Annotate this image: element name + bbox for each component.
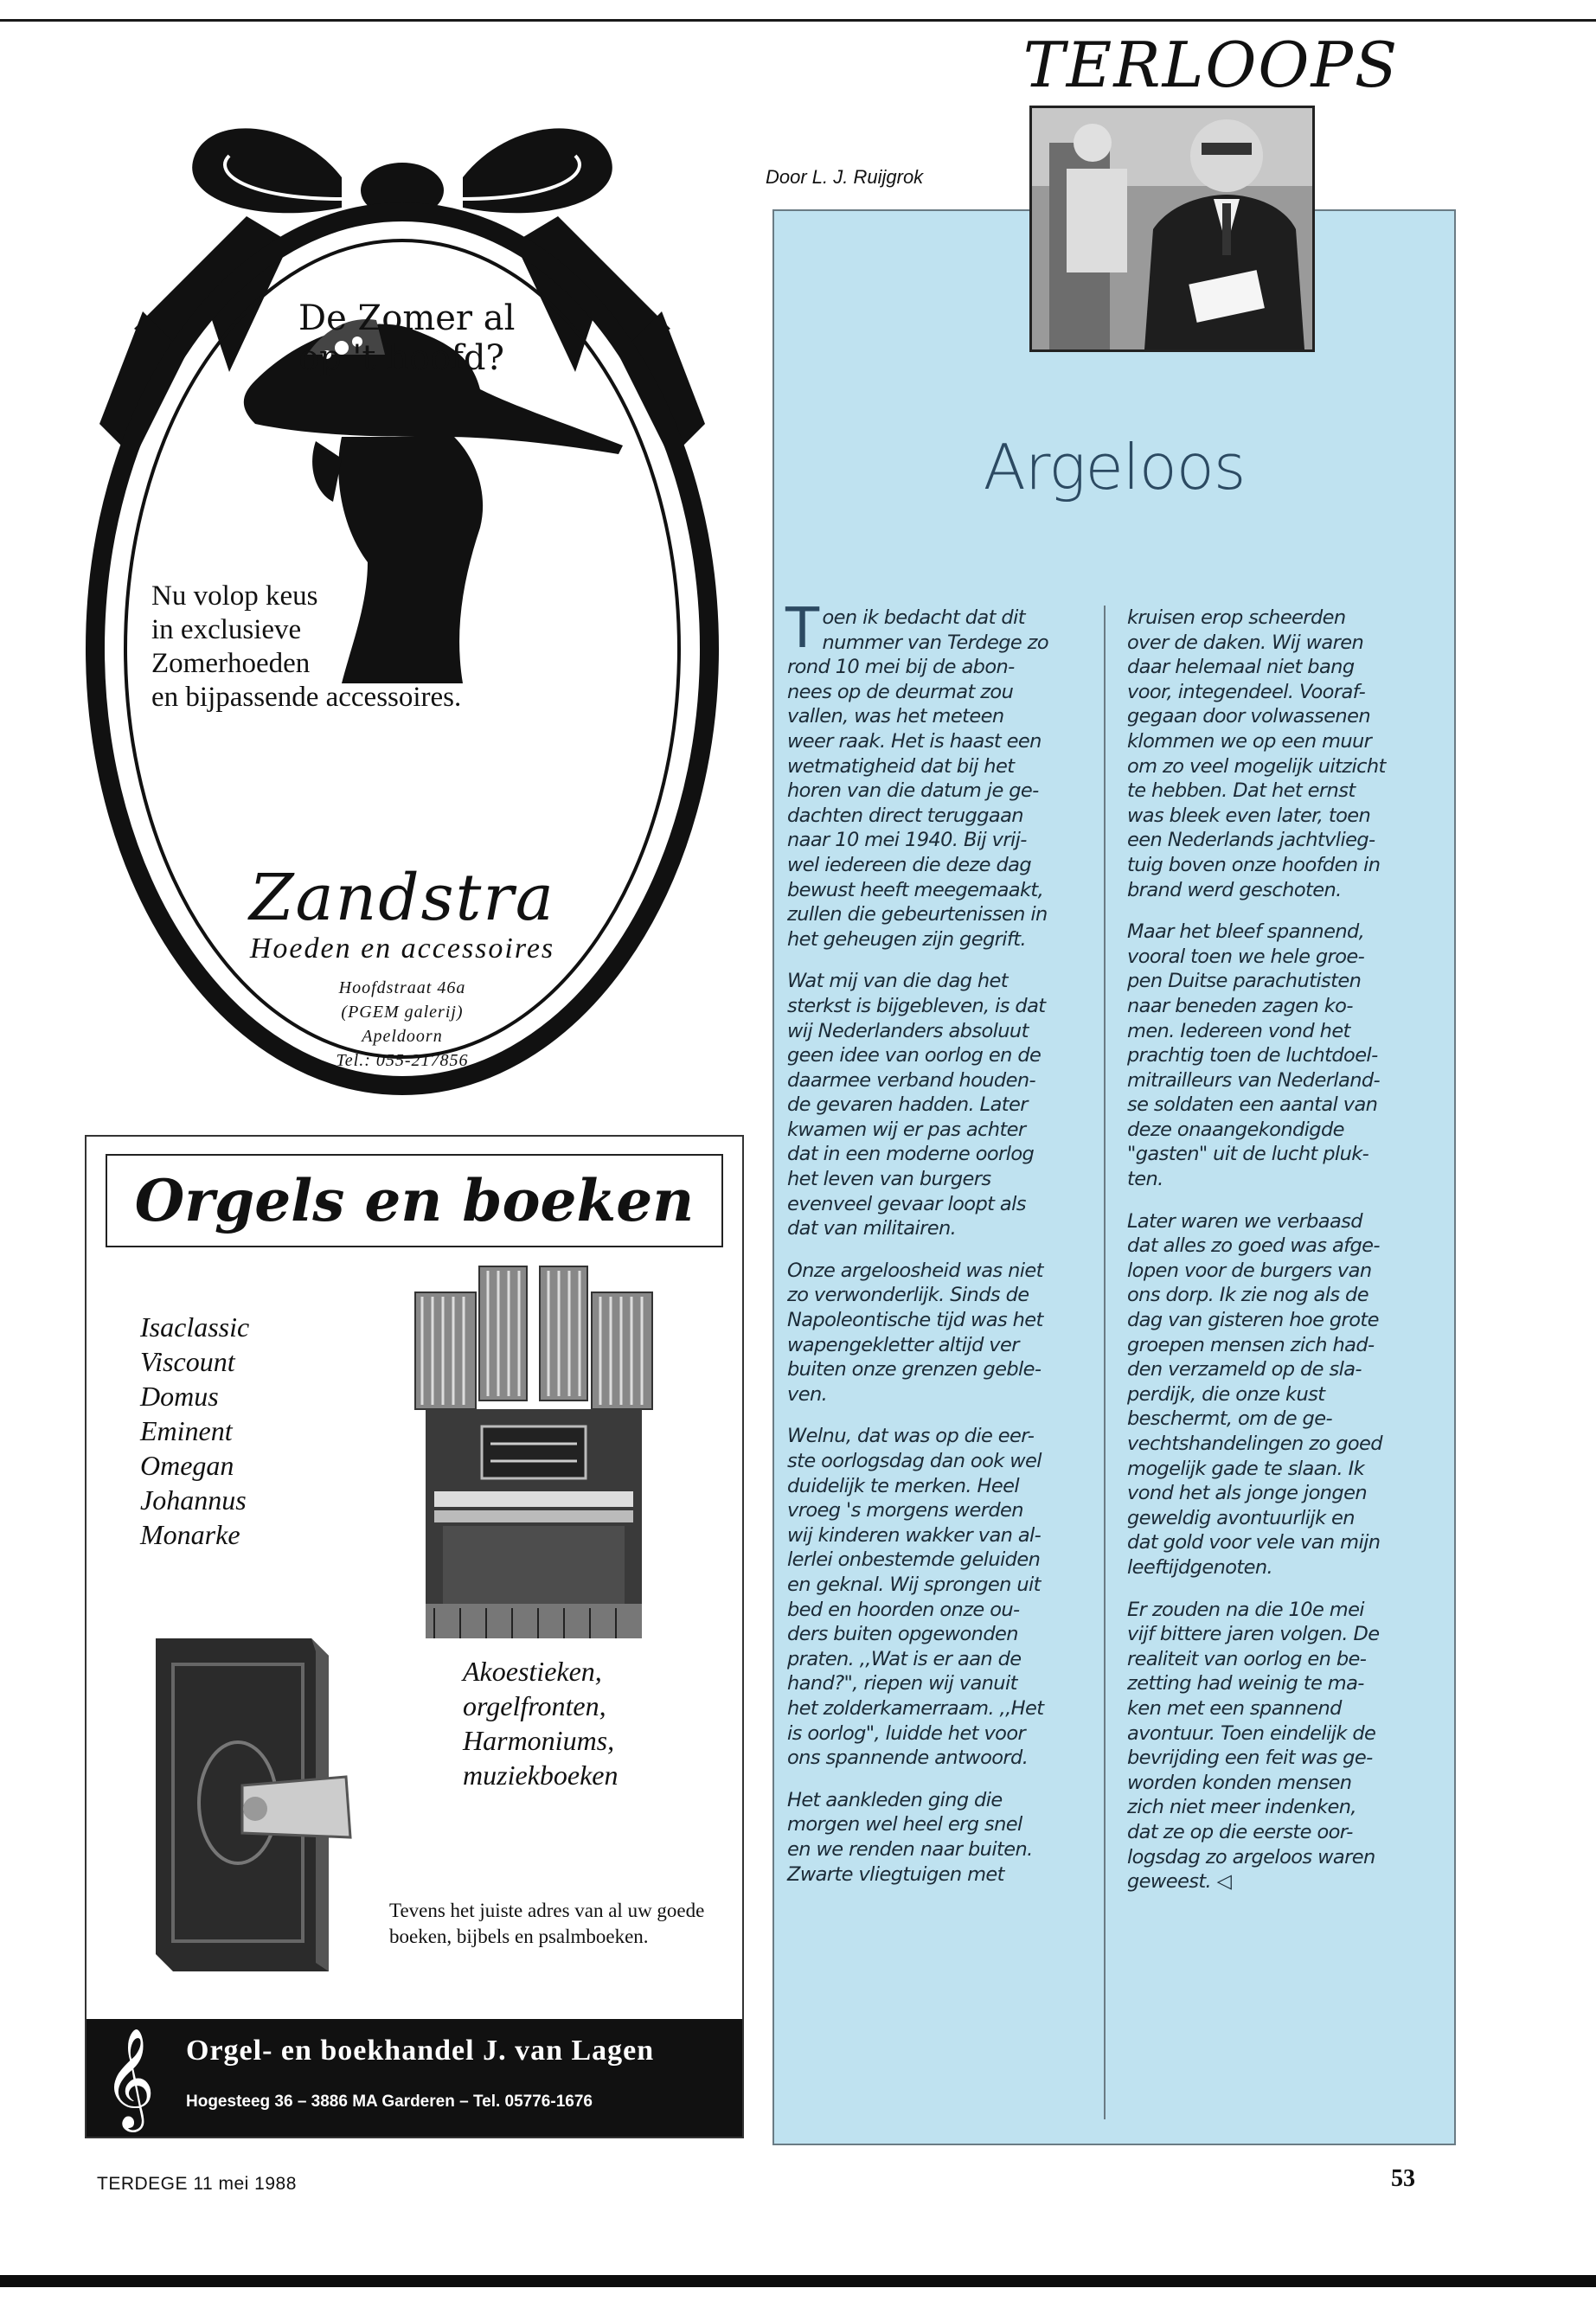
paragraph (1127, 606, 1439, 902)
product-item: muziekboeken (463, 1759, 619, 1791)
text-line: Onze argeloosheid was niet (787, 1259, 1043, 1282)
text-line: worden konden mensen (1127, 1771, 1352, 1794)
text-line: nummer van Terdege zo (822, 631, 1049, 654)
text-line: mogelijk gade te slaan. Ik (1127, 1457, 1365, 1480)
article-headline: Argeloos (983, 431, 1246, 503)
text-line: ken met een spannend (1127, 1696, 1342, 1720)
text-line: vechtshandelingen zo goed (1127, 1433, 1382, 1455)
body-line: en bijpassende accessoires. (151, 682, 462, 713)
magazine-issue: TERDEGE 11 mei 1988 (97, 2174, 297, 2194)
text-line: wel iedereen die deze dag (787, 853, 1032, 876)
text-line: ven. (787, 1382, 828, 1406)
text-line: ons spannende antwoord. (787, 1747, 1029, 1770)
text-line: prachtig toen de luchtdoel- (1127, 1044, 1378, 1067)
text-line: ons dorp. Ik zie nog als de (1127, 1284, 1368, 1307)
text-line: het geheugen zijn gegrift. (787, 927, 1027, 951)
text-line: vroeg 's morgens werden (787, 1499, 1023, 1522)
bottom-rule (0, 2275, 1596, 2287)
text-line: daar helemaal niet bang (1127, 656, 1355, 679)
text-line: "gasten" uit de lucht pluk- (1127, 1143, 1369, 1166)
text-line: het zolderkamerraam. ,,Het (787, 1696, 1044, 1720)
text-line: avontuur. Toen eindelijk de (1127, 1721, 1376, 1745)
paragraph (787, 969, 1073, 1241)
bible-book-icon (138, 1630, 355, 1976)
text-line: men. Iedereen vond het (1127, 1019, 1350, 1042)
orgels-advertisement (85, 1135, 744, 2138)
text-line: bed en hoorden onze ou- (787, 1598, 1020, 1621)
text-line: vond het als jonge jongen (1127, 1482, 1367, 1505)
text-line: om zo veel mogelijk uitzicht (1127, 754, 1386, 778)
organ-products-list (463, 1654, 618, 1792)
text-line: ten. (1127, 1168, 1163, 1191)
pipe-organ-icon (408, 1258, 659, 1647)
text-line: te hebben. Dat het ernst (1127, 779, 1356, 803)
text-line: zich niet meer indenken, (1127, 1796, 1356, 1819)
text-line: is oorlog", luidde het voor (787, 1721, 1026, 1745)
text-line: pen Duitse parachutisten (1127, 970, 1362, 993)
paragraph (787, 1424, 1073, 1770)
orgels-title: Orgels en boeken (134, 1167, 695, 1234)
text-line: zullen die gebeurtenissen in (787, 903, 1048, 926)
column-title: TERLOOPS (1022, 29, 1400, 101)
text-line: brand werd geschoten. (1127, 878, 1342, 901)
zandstra-body-text (151, 580, 461, 715)
text-line: tuig boven onze hoofden in (1127, 853, 1381, 876)
brand-item: Monarke (140, 1519, 240, 1550)
text-line: dat in een moderne oorlog (787, 1143, 1035, 1166)
paragraph (787, 1788, 1073, 1887)
orgels-note: Tevens het juiste adres van al uw goede boeken, bijbels en psalmboeken. (389, 1900, 705, 1947)
text-line: gegaan door volwassenen (1127, 705, 1370, 728)
byline: Door L. J. Ruijgrok (766, 166, 924, 188)
brand-item: Viscount (140, 1346, 235, 1377)
text-line: voor, integendeel. Vooraf- (1127, 680, 1366, 703)
text-line: Wat mij van die dag het (787, 970, 1009, 993)
address-line: Tel.: 055-217856 (336, 1051, 469, 1070)
text-line: ste oorlogsdag dan ook wel (787, 1450, 1042, 1472)
text-line: en we renden naar buiten. (787, 1837, 1033, 1861)
brand-item: Isaclassic (140, 1311, 250, 1343)
zandstra-advertisement (82, 95, 722, 1099)
treble-clef-icon: 𝄞 (104, 2027, 156, 2128)
text-line: Het aankleden ging die (787, 1788, 1003, 1811)
text-line: se soldaten een aantal van (1127, 1093, 1378, 1117)
text-line: geweest. ◁ (1127, 1870, 1232, 1894)
shop-address: Hogesteeg 36 – 3886 MA Garderen – Tel. 05776-1676 (186, 2093, 593, 2111)
text-line: dat ze op die eerste oor- (1127, 1820, 1353, 1843)
address-line: Apeldoorn (362, 1027, 443, 1046)
text-line: Zwarte vliegtuigen met (787, 1862, 1004, 1886)
text-line: over de daken. Wij waren (1127, 631, 1364, 654)
product-item: orgelfronten, (463, 1690, 606, 1721)
text-line: evenveel gevaar loopt als (787, 1192, 1026, 1215)
text-line: weer raak. Het is haast een (787, 729, 1042, 753)
zandstra-address (82, 976, 722, 1073)
text-line: vooral toen we hele groe- (1127, 945, 1365, 968)
product-item: Harmoniums, (463, 1725, 615, 1756)
text-line: vijf bittere jaren volgen. De (1127, 1623, 1380, 1646)
text-line: rond 10 mei bij de abon- (787, 656, 1015, 679)
text-line: naar 10 mei 1940. Bij vrij- (787, 829, 1027, 852)
author-photo-icon (1032, 108, 1312, 349)
brand-item: Omegan (140, 1450, 234, 1481)
text-line: praten. ,,Wat is er aan de (787, 1647, 1022, 1670)
text-line: beschermt, om de ge- (1127, 1407, 1332, 1431)
drop-cap: T (785, 597, 819, 661)
text-line: buiten onze grenzen geble- (787, 1358, 1042, 1381)
text-line: horen van die datum je ge- (787, 779, 1039, 803)
text-line: dag van gisteren hoe grote (1127, 1309, 1379, 1332)
text-line: het leven van burgers (787, 1168, 991, 1191)
article-column-left (785, 597, 1073, 1904)
text-line: oen ik bedacht dat dit (822, 606, 1025, 629)
text-line: de gevaren hadden. Later (787, 1093, 1028, 1117)
text-line: dat van militairen. (787, 1217, 957, 1240)
zandstra-headline (298, 298, 515, 378)
text-line: dat gold voor vele van mijn (1127, 1531, 1381, 1554)
headline-line: De Zomer al (298, 298, 516, 338)
text-line: geweldig avontuurlijk en (1127, 1506, 1355, 1529)
body-line: Zomerhoeden (151, 648, 311, 679)
brand-item: Domus (140, 1381, 219, 1412)
page-number: 53 (1391, 2165, 1415, 2192)
text-line: vallen, was het meteen (787, 705, 1004, 728)
text-line: een Nederlands jachtvlieg- (1127, 829, 1375, 852)
product-item: Akoestieken, (463, 1656, 602, 1687)
brand-item: Johannus (140, 1484, 247, 1516)
text-line: logsdag zo argeloos waren (1127, 1845, 1375, 1868)
text-line: geen idee van oorlog en de (787, 1044, 1042, 1067)
paragraph (1127, 920, 1439, 1192)
text-line: Later waren we verbaasd (1127, 1209, 1362, 1233)
text-line: dat alles zo goed was afge- (1127, 1234, 1380, 1258)
zandstra-brand-name: Zandstra (249, 861, 555, 935)
text-line: nees op de deurmat zou (787, 680, 1014, 703)
orgels-title-box (106, 1154, 723, 1247)
text-line: kwamen wij er pas achter (787, 1118, 1026, 1141)
text-line: bewust heeft meegemaakt, (787, 878, 1044, 901)
text-line: zo verwonderlijk. Sinds de (787, 1284, 1029, 1307)
text-line: sterkst is bijgebleven, is dat (787, 994, 1046, 1017)
text-line: naar beneden zagen ko- (1127, 994, 1353, 1017)
text-line: en geknal. Wij sprongen uit (787, 1573, 1041, 1596)
text-line: lopen voor de burgers van (1127, 1259, 1372, 1282)
paragraph (1127, 1598, 1439, 1894)
brand-item: Eminent (140, 1415, 233, 1446)
text-line: morgen wel heel erg snel (787, 1813, 1022, 1836)
text-line: bevrijding een feit was ge- (1127, 1747, 1373, 1770)
headline-line: op 't hoofd? (298, 338, 504, 378)
text-line: leeftijdgenoten. (1127, 1555, 1273, 1579)
body-line: in exclusieve (151, 614, 302, 645)
author-photo (1029, 106, 1315, 352)
column-divider (1104, 606, 1106, 2119)
zandstra-subtitle: Hoeden en accessoires (249, 933, 555, 965)
text-line: wij kinderen wakker van al- (787, 1523, 1042, 1547)
text-line: Maar het bleef spannend, (1127, 920, 1365, 944)
shop-banner (87, 2019, 742, 2137)
text-line: realiteit van oorlog en be- (1127, 1647, 1367, 1670)
text-line: wetmatigheid dat bij het (787, 754, 1015, 778)
text-line: duidelijk te merken. Heel (787, 1474, 1019, 1497)
paragraph (785, 597, 1073, 952)
shop-name: Orgel- en boekhandel J. van Lagen (186, 2035, 655, 2067)
text-line: was bleek even later, toen (1127, 804, 1371, 827)
text-line: zetting had weinig te ma- (1127, 1672, 1364, 1695)
top-rule (0, 19, 1596, 22)
address-line: Hoofdstraat 46a (338, 978, 466, 997)
paragraph (1127, 1209, 1439, 1580)
text-line: deze onaangekondigde (1127, 1118, 1344, 1141)
text-line: perdijk, die onze kust (1127, 1382, 1325, 1406)
body-line: Nu volop keus (151, 580, 318, 612)
organ-brand-list (140, 1310, 249, 1552)
text-line: groepen mensen zich had- (1127, 1333, 1375, 1356)
text-line: Napoleontische tijd was het (787, 1309, 1043, 1332)
text-line: dachten direct teruggaan (787, 804, 1023, 827)
text-line: wij Nederlanders absoluut (787, 1019, 1029, 1042)
text-line: klommen we op een muur (1127, 729, 1372, 753)
text-line: ders buiten opgewonden (787, 1623, 1018, 1646)
paragraph (787, 1259, 1073, 1407)
text-line: wapengekletter altijd ver (787, 1333, 1019, 1356)
text-line: lerlei onbestemde geluiden (787, 1548, 1041, 1572)
text-line: Er zouden na die 10e mei (1127, 1598, 1364, 1621)
text-line: hand?", riepen wij vanuit (787, 1672, 1017, 1695)
article-column-right (1127, 606, 1439, 1912)
text-line: kruisen erop scheerden (1127, 606, 1346, 629)
text-line: daarmee verband houden- (787, 1068, 1036, 1092)
text-line: den verzameld op de sla- (1127, 1358, 1362, 1381)
text-line: mitrailleurs van Nederland- (1127, 1068, 1381, 1092)
text-line: Welnu, dat was op die eer- (787, 1425, 1035, 1448)
address-line: (PGEM galerij) (341, 1003, 464, 1022)
